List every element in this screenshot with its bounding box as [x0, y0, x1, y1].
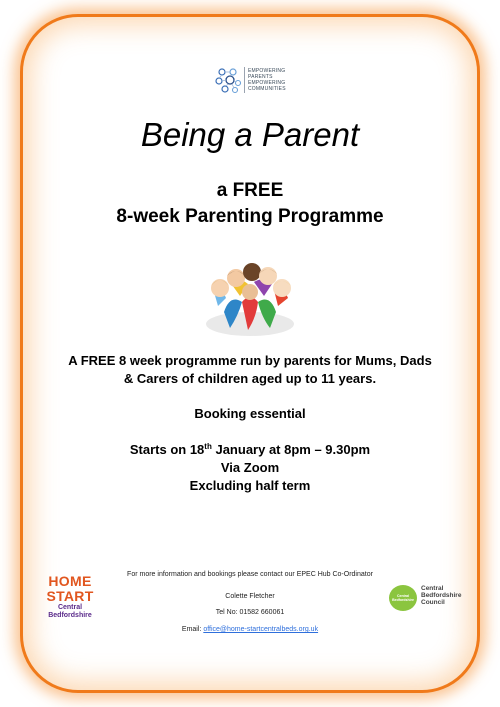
logo-line: EMPOWERING	[248, 80, 286, 86]
start-date-suffix: January at 8pm – 9.30pm	[211, 442, 371, 457]
logo-line: EMPOWERING	[248, 68, 286, 74]
home-start-region-1: Central	[57, 604, 83, 611]
intro-line-2: & Carers of children aged up to 11 years.	[123, 371, 377, 386]
home-start-word-1: HOME	[48, 573, 92, 589]
via-zoom: Via Zoom	[220, 460, 280, 475]
home-start-region-2: Bedfordshire	[48, 612, 92, 619]
booking-note: Booking essential	[194, 406, 306, 421]
epec-network-icon	[213, 64, 243, 96]
children-circle-photo	[190, 252, 310, 338]
email-link[interactable]: office@home-startcentralbeds.org.uk	[203, 626, 319, 633]
excluding-note: Excluding half term	[189, 478, 311, 493]
council-badge-icon: Central Bedfordshire	[389, 585, 417, 611]
council-name	[421, 585, 461, 606]
contact-phone[interactable]: Tel No: 01582 660061	[215, 609, 285, 616]
council-name-line: Council	[421, 599, 445, 606]
subtitle-line-1: a FREE	[216, 180, 284, 201]
logo-line: PARENTS	[248, 74, 273, 80]
contact-email-row	[0, 626, 500, 633]
email-label: Email:	[181, 626, 204, 633]
council-name-line: Bedfordshire	[421, 592, 462, 599]
logo-text	[248, 68, 286, 92]
logo-line: COMMUNITIES	[248, 86, 286, 92]
intro-text	[0, 352, 500, 388]
page-title: Being a Parent	[140, 116, 360, 153]
home-start-logo	[44, 574, 96, 626]
intro-line-1: A FREE 8 week programme run by parents for Mums, Dads	[68, 353, 432, 368]
home-start-word-2: START	[46, 588, 94, 604]
central-bedfordshire-council-logo	[389, 583, 462, 613]
contact-name: Colette Fletcher	[225, 593, 275, 600]
council-name-line: Central	[421, 585, 444, 592]
subtitle-line-2: 8-week Parenting Programme	[116, 206, 384, 227]
logo-divider	[244, 67, 245, 93]
start-date	[0, 441, 500, 459]
contact-info: For more information and bookings please contact our EPEC Hub Co-Ordinator	[127, 571, 373, 578]
epec-logo	[213, 64, 293, 96]
start-date-prefix: Starts on 18	[129, 442, 205, 457]
schedule	[0, 441, 500, 495]
start-date-ordinal: th	[204, 442, 212, 451]
